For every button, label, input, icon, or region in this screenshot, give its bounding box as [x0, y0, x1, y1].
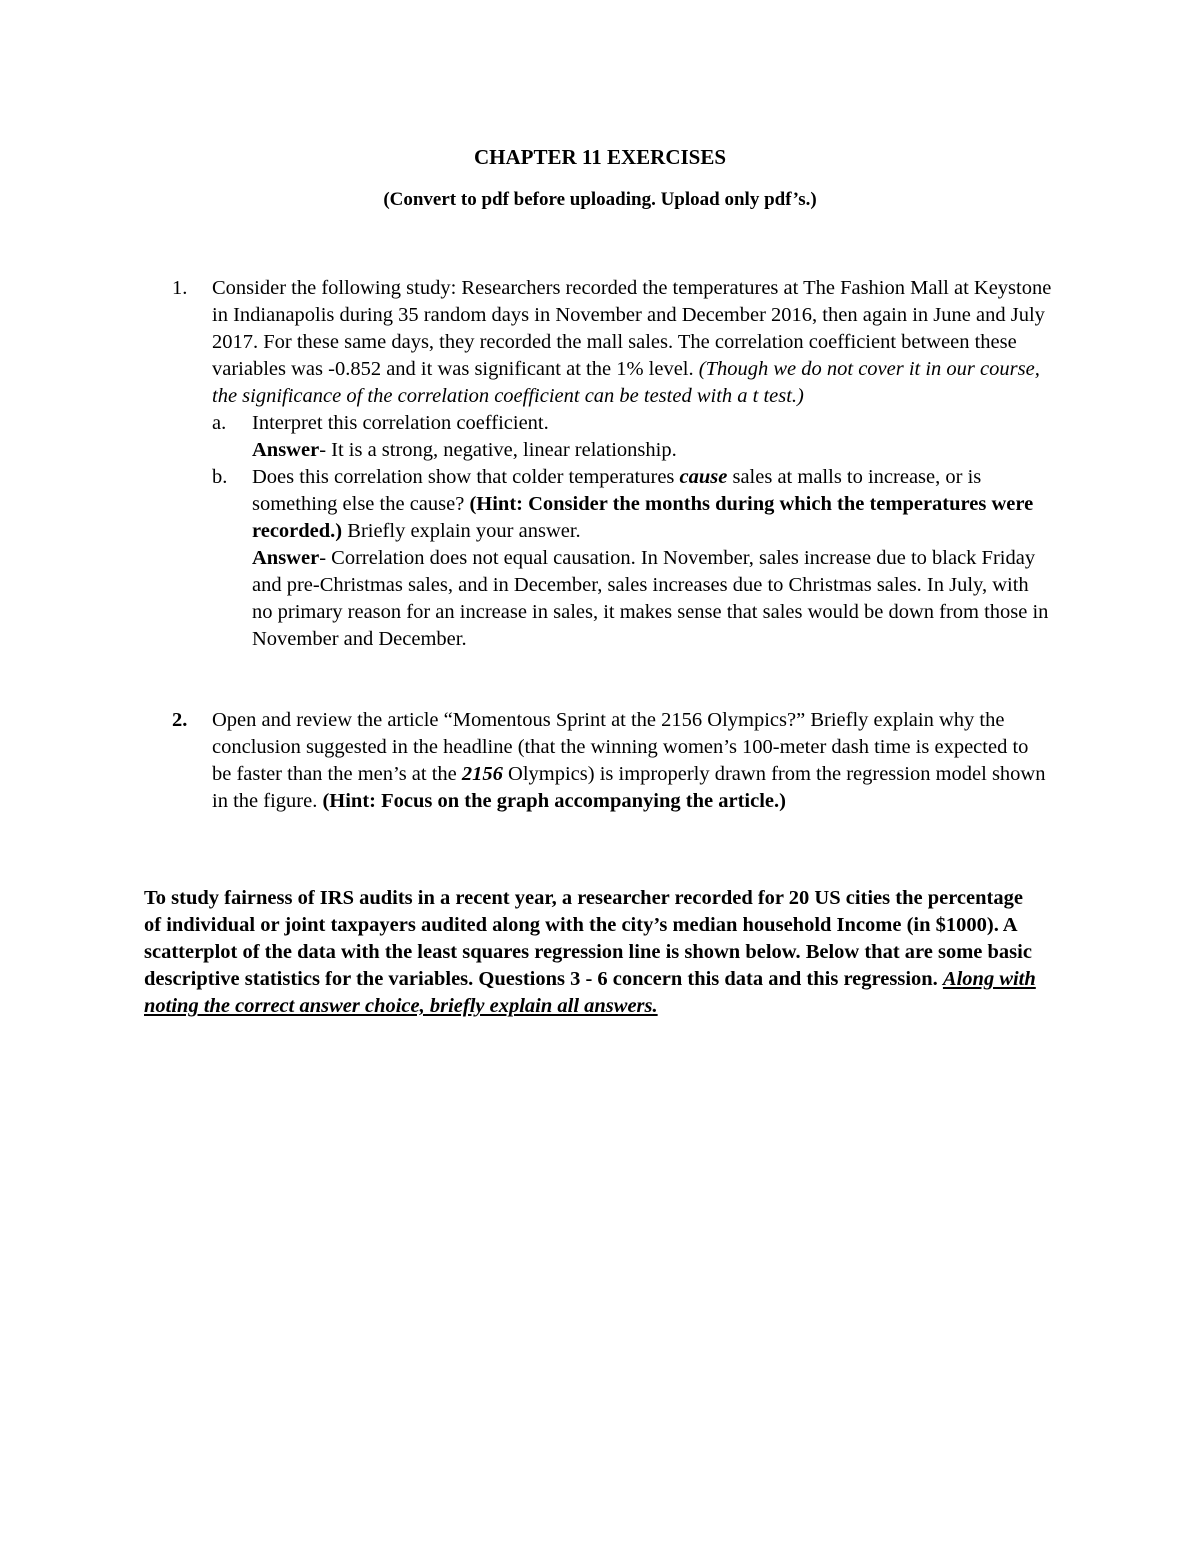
question-1-note: (Though we do not cover it in our course, the significance of the correlation coefficient can be tested with a t test.) — [212, 358, 1040, 407]
question-2-text-pre: Open and review the article “Momentous Sprint at the 2156 Olympics?” Briefly explain why the conclusion suggested in the headline (that the winning women’s 100-meter dash time is expected to be faster than the men’s at the — [212, 709, 1029, 785]
question-2-number: 2. — [172, 709, 188, 731]
question-1b-answer-label: Answer — [252, 547, 320, 569]
question-1a — [212, 410, 1052, 464]
question-1-text: Consider the following study: Researchers recorded the temperatures at The Fashion Mall at Keystone in Indianapolis during 35 random days in November and December 2016, then again in June and July 2017. For these same days, they recorded the mall sales. The correlation coefficient between these variables was -0.852 and it was significant at the 1% level. — [212, 277, 1052, 380]
question-1b-hint: (Hint: Consider the months during which the temperatures were recorded.) — [252, 493, 1034, 542]
question-2-hint: (Hint: Focus on the graph accompanying the article.) — [322, 790, 786, 812]
question-1-body — [212, 275, 1052, 653]
question-2-year-emphasis: 2156 — [461, 763, 503, 785]
question-1b-prompt-emphasis: cause — [679, 466, 728, 488]
page-subtitle: (Convert to pdf before uploading. Upload only pdf’s.) — [383, 189, 817, 210]
intro-text: To study fairness of IRS audits in a recent year, a researcher recorded for 20 US cities the percentage of individual or joint taxpayers audited along with the city’s median household Income (in $1000). A scatterplot of the data with the least squares regression line is shown below. Below that are some basic descriptive statistics for the variables. Questions 3 - 6 concern this data and this regression. — [144, 887, 1032, 990]
question-1b-prompt-end: Briefly explain your answer. — [342, 520, 581, 542]
question-2-text-post: Olympics) is improperly drawn from the regression model shown in the figure. — [212, 763, 1046, 812]
question-2 — [172, 707, 1052, 815]
question-1a-prompt: Interpret this correlation coefficient. — [252, 412, 549, 434]
question-1b-prompt-post: sales at malls to increase, or is something else the cause? — [252, 466, 982, 515]
question-1b-prompt-pre: Does this correlation show that colder temperatures — [252, 466, 680, 488]
intro-paragraph — [144, 885, 1044, 1020]
question-1a-letter: a. — [212, 412, 227, 434]
question-1a-answer-label: Answer — [252, 439, 320, 461]
question-1b — [212, 464, 1052, 653]
question-1 — [172, 275, 1052, 653]
page-title: CHAPTER 11 EXERCISES — [473, 145, 727, 169]
question-1b-answer-text: - Correlation does not equal causation. In November, sales increase due to black Friday and pre-Christmas sales, and in December, sales increases due to Christmas sales. In July, with no primary reason for an increase in sales, it makes sense that sales would be down from those in November and December. — [252, 547, 1049, 650]
question-1-number: 1. — [172, 277, 188, 299]
question-1a-answer-text: - It is a strong, negative, linear relationship. — [319, 439, 677, 461]
question-1b-letter: b. — [212, 466, 228, 488]
question-2-body — [212, 707, 1052, 815]
intro-instruction-underlined: Along with noting the correct answer choice, briefly explain all answers. — [144, 968, 1036, 1017]
